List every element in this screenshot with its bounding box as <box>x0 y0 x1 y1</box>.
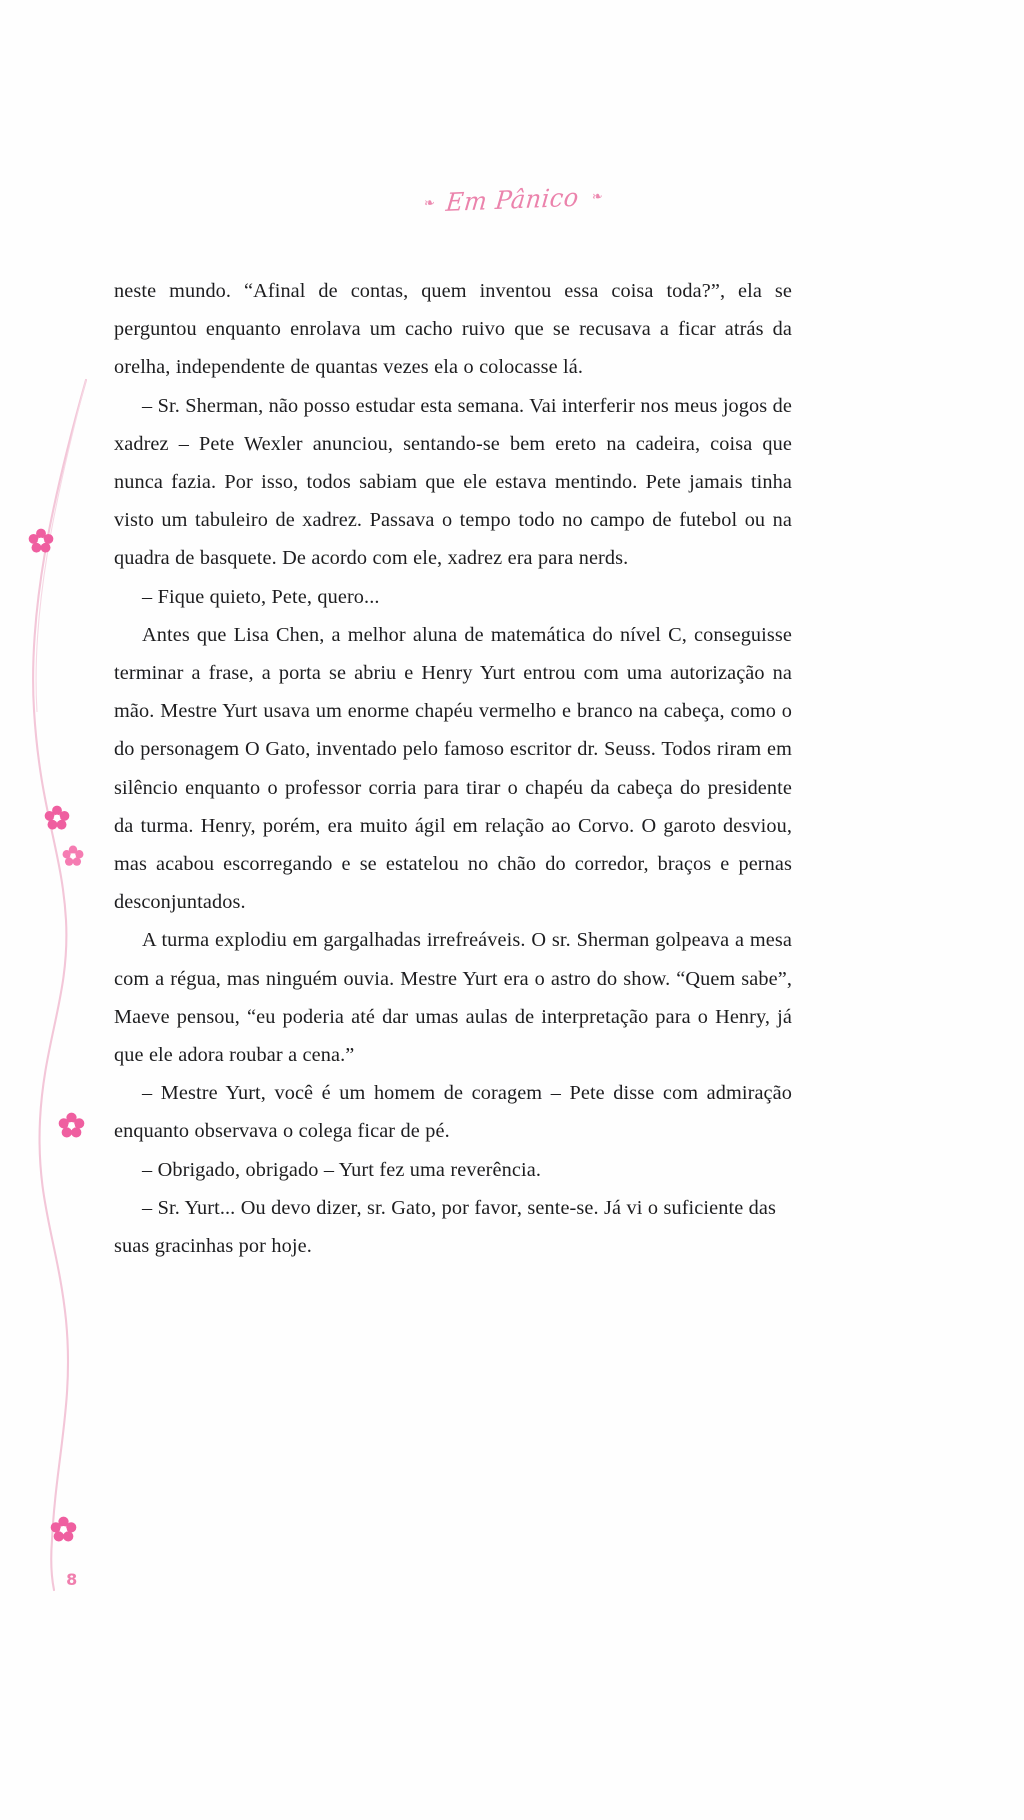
running-head-title: Em Pânico <box>444 182 580 218</box>
paragraph-3: – Fique quieto, Pete, quero... <box>142 585 380 608</box>
paragraph-1: neste mundo. “Afinal de contas, quem inventou essa coisa toda?”, ela se perguntou enquanto enrolava um cacho ruivo que se recusava a ficar atrás da orelha, independente de quantas vezes ela o colocasse lá. <box>114 280 792 379</box>
paragraph-5: A turma explodiu em gargalhadas irrefreáveis. O sr. Sherman golpeava a mesa com a régua, mas ninguém ouvia. Mestre Yurt era o astro do show. “Quem sabe”, Maeve pensou, “eu poderia até dar umas aulas de interpretação para o Henry, já que ele adora roubar a cena.” <box>114 929 792 1067</box>
running-head-inner <box>423 183 601 218</box>
paragraph-2: – Sr. Sherman, não posso estudar esta semana. Vai interferir nos meus jogos de xadrez – Pete Wexler anunciou, sentando-se bem ereto na cadeira, coisa que nunca fazia. Por isso, todos sabiam que ele estava mentindo. Pete jamais tinha visto um tabuleiro de xadrez. Passava o tempo todo no campo de futebol ou na quadra de basquete. De acordo com ele, xadrez era para nerds. <box>114 394 792 570</box>
flower-icon-2 <box>44 805 70 831</box>
paragraph-8: – Sr. Yurt... Ou devo dizer, sr. Gato, por favor, sente-se. Já vi o suficiente das suas gracinhas por hoje. <box>114 1196 777 1258</box>
flower-icon-4 <box>58 1112 85 1139</box>
flower-icon-1 <box>28 528 54 554</box>
page-number: 8 <box>66 1570 78 1589</box>
body-text-column <box>114 272 792 1265</box>
paragraph-6: – Mestre Yurt, você é um homem de coragem – Pete disse com admiração enquanto observava o colega ficar de pé. <box>114 1082 792 1143</box>
ornament-right-icon: ❧ <box>590 188 601 205</box>
flower-icon-5 <box>50 1516 77 1543</box>
paragraph-7: – Obrigado, obrigado – Yurt fez uma reverência. <box>142 1158 541 1181</box>
ornament-left-icon: ❧ <box>423 195 434 212</box>
flower-icon-3 <box>62 845 84 867</box>
paragraph-4: Antes que Lisa Chen, a melhor aluna de matemática do nível C, conseguisse terminar a frase, a porta se abriu e Henry Yurt entrou com uma autorização na mão. Mestre Yurt usava um enorme chapéu vermelho e branco na cabeça, como o do personagem O Gato, inventado pelo famoso escritor dr. Seuss. Todos riram em silêncio enquanto o professor corria para tirar o chapéu da cabeça do presidente da turma. Henry, porém, era muito ágil em relação ao Corvo. O garoto desviou, mas acabou escorregando e se estatelou no chão do corredor, braços e pernas desconjuntados. <box>114 623 792 914</box>
running-head <box>0 182 1024 218</box>
